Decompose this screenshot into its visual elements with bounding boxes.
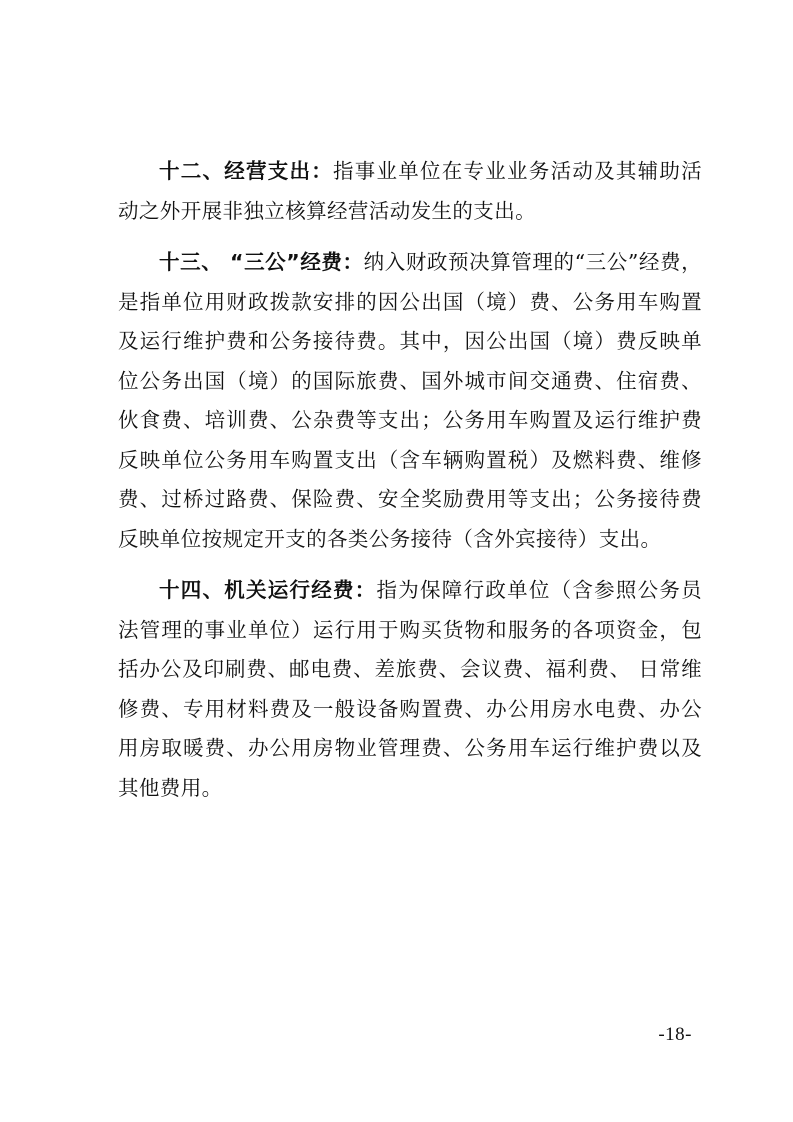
section-body: 指事业单位在专业业务活动及其辅助活动之外开展非独立核算经营活动发生的支出。 [118, 159, 702, 223]
section-term: 十三、 “三公”经费： [159, 250, 364, 274]
section-three-public-expenses [118, 243, 702, 559]
section-term: 十四、机关运行经费： [159, 578, 377, 602]
section-body: 指为保障行政单位（含参照公务员法管理的事业单位）运行用于购买货物和服务的各项资金，包括办公及印刷费、邮电费、差旅费、会议费、福利费、 日常维修费、专用材料费及一般设备购置费、办公用房水电费、办公用房取暖费、办公用房物业管理费、公务用车运行维护费以及其他费用。 [118, 578, 703, 800]
section-agency-operating-expenses [118, 571, 702, 808]
section-body: 纳入财政预决算管理的“三公”经费，是指单位用财政拨款安排的因公出国（境）费、公务用车购置及运行维护费和公务接待费。其中，因公出国（境）费反映单位公务出国（境）的国际旅费、国外城市间交通费、住宿费、伙食费、培训费、公杂费等支出；公务用车购置及运行维护费反映单位公务用车购置支出（含车辆购置税）及燃料费、维修费、过桥过路费、保险费、安全奖励费用等支出；公务接待费反映单位按规定开支的各类公务接待（含外宾接待）支出。 [118, 250, 702, 551]
section-operating-expenditure [118, 152, 702, 231]
document-body [118, 152, 702, 820]
page-number: -18- [658, 1024, 692, 1045]
section-term: 十二、经营支出： [159, 159, 334, 183]
